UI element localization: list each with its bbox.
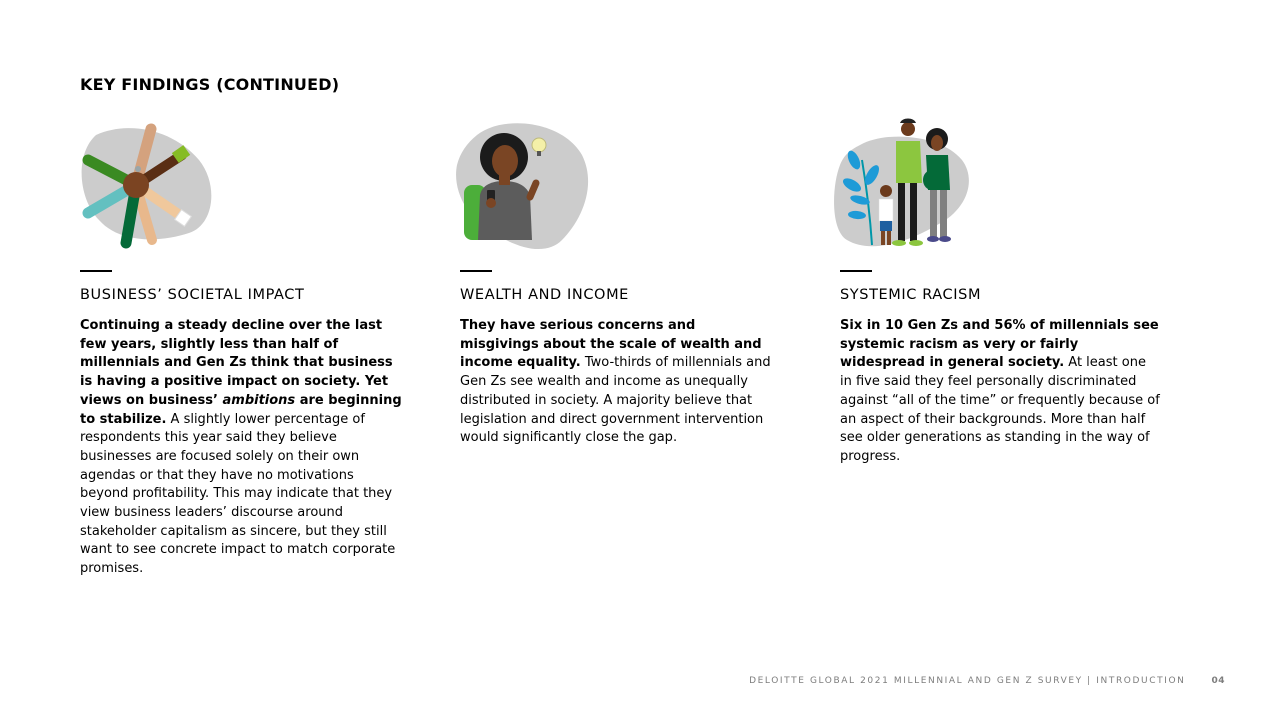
section-heading: BUSINESS’ SOCIETAL IMPACT	[80, 287, 305, 303]
section-divider	[80, 270, 112, 272]
section-systemic-racism	[832, 115, 1162, 464]
section-divider	[840, 270, 872, 272]
footer-text: DELOITTE GLOBAL 2021 MILLENNIAL AND GEN Z SURVEY | INTRODUCTION	[749, 676, 1186, 686]
section-divider	[460, 270, 492, 272]
page-number: 04	[1211, 676, 1225, 686]
section-wealth-and-income	[452, 115, 782, 446]
section-business-societal-impact	[74, 115, 404, 577]
family-icon	[832, 115, 982, 255]
section-heading: WEALTH AND INCOME	[460, 287, 629, 303]
section-body: Six in 10 Gen Zs and 56% of millennials see systemic racism as very or fairly widespread in general society. At least one in five said they feel personally discriminated against “all of the time” or frequently because of an aspect of their backgrounds. More than half see older generations as standing in the way of progress.	[840, 318, 1160, 464]
section-body: They have serious concerns and misgivings about the scale of wealth and income equality. Two-thirds of millennials and Gen Zs see wealth and income as unequally distributed in society. A majority believe that legislation and direct government intervention would significantly close the gap.	[460, 318, 771, 446]
section-heading: SYSTEMIC RACISM	[840, 287, 982, 303]
page-footer	[749, 676, 1225, 686]
woman-with-phone-icon	[452, 115, 602, 255]
page-title: KEY FINDINGS (CONTINUED)	[80, 75, 340, 94]
hands-together-icon	[74, 115, 224, 255]
section-body: Continuing a steady decline over the last few years, slightly less than half of millennials and Gen Zs think that business is having a positive impact on society. Yet views on business’ ambitions are beginning to stabilize. A slightly lower percentage of respondents this year said they believe businesses are focused solely on their own agendas or that they have no motivations beyond profitability. This may indicate that they view business leaders’ discourse around stakeholder capitalism as sincere, but they still want to see concrete impact to match corporate promises.	[80, 318, 402, 577]
